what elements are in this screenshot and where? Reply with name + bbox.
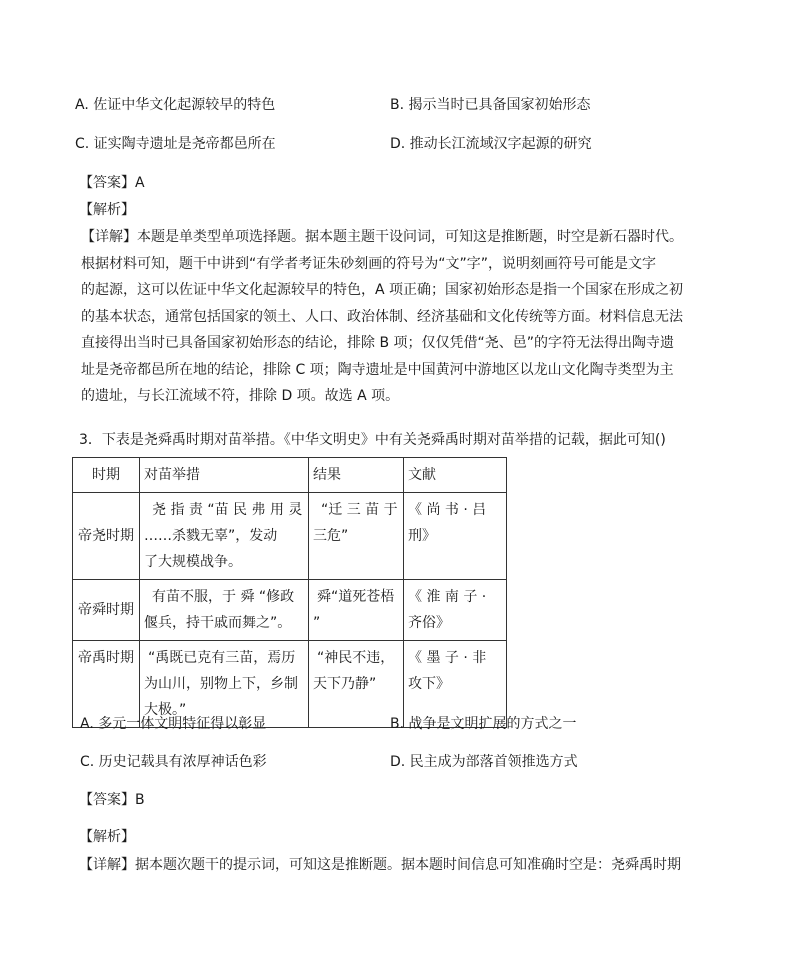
cell-line: 《 淮 南 子 · [408, 589, 487, 605]
measure-cell [140, 580, 309, 641]
period-cell: 帝禹时期 [73, 641, 140, 728]
answer-label: 【答案】 [79, 792, 135, 808]
source-cell [404, 493, 507, 580]
result-cell [309, 493, 404, 580]
measure-cell [140, 493, 309, 580]
cell-line: 天下乃静” [313, 676, 377, 692]
period-cell: 帝舜时期 [73, 580, 140, 641]
q3-option-d: D. 民主成为部落首领推选方式 [390, 754, 578, 770]
header-result: 结果 [309, 458, 404, 493]
detail-line: 址是尧帝都邑所在地的结论，排除 C 项；陶寺遗址是中国黄河中游地区以龙山文化陶寺类型为主 [81, 361, 674, 378]
period-cell: 帝尧时期 [73, 493, 140, 580]
q3-detail-line: 【详解】据本题次题干的提示词，可知这是推断题。据本题时间信息可知准确时空是：尧舜禹时期 [79, 857, 681, 873]
cell-line: “禹既已克有三苗，焉历 [148, 650, 296, 666]
cell-line: 《 墨 子 · 非 [408, 650, 487, 666]
answer-value: A [135, 175, 145, 191]
cell-line: 刑》 [408, 528, 436, 544]
cell-line: 有苗不服，于 舜 “修政 [152, 589, 295, 605]
table-header-row [73, 458, 507, 493]
q3-answer [79, 790, 145, 810]
detail-line: 的遗址，与长江流域不符，排除 D 项。故选 A 项。 [81, 388, 400, 404]
cell-line: 为山川，别物上下，乡制 [144, 676, 298, 692]
q3-option-b: B. 战争是文明扩展的方式之一 [390, 716, 577, 732]
cell-line: 了大规模战争。 [144, 554, 242, 570]
q3-option-a: A. 多元一体文明特征得以彰显 [80, 716, 267, 732]
table-row [73, 493, 507, 580]
answer-value: B [135, 792, 145, 808]
q3-stem: 3．下表是尧舜禹时期对苗举措。《中华文明史》中有关尧舜禹时期对苗举措的记载，据此可知() [79, 432, 666, 448]
q2-option-d: D. 推动长江流域汉字起源的研究 [390, 136, 592, 152]
cell-line: 舜“道死苍梧 [317, 589, 395, 605]
q2-detail-paragraph [81, 224, 713, 410]
result-cell [309, 580, 404, 641]
cell-line: ……杀戮无辜”，发动 [144, 528, 278, 544]
detail-line: 的基本状态，通常包括国家的领土、人口、政治体制、经济基础和文化传统等方面。材料信息无法 [81, 308, 683, 325]
detail-line: 的起源，这可以佐证中华文化起源较早的特色，A 项正确；国家初始形态是指一个国家在形成之初 [81, 282, 684, 298]
cell-line: “神民不违， [317, 650, 395, 666]
q2-option-a: A. 佐证中华文化起源较早的特色 [75, 97, 276, 113]
cell-line: 尧 指 责 “苗 民 弗 用 灵 [152, 502, 303, 518]
source-cell [404, 580, 507, 641]
q2-answer [79, 173, 145, 193]
q2-analysis-label: 【解析】 [79, 202, 135, 218]
q2-option-c: C. 证实陶寺遗址是尧帝都邑所在 [75, 136, 276, 152]
detail-line: 【详解】本题是单类型单项选择题。据本题主题干设问词，可知这是推断题，时空是新石器时代。 [81, 229, 683, 245]
cell-line: 三危” [313, 528, 349, 544]
cell-line: “迁 三 苗 于 [321, 502, 398, 518]
answer-label: 【答案】 [79, 175, 135, 191]
cell-line: 齐俗》 [408, 615, 450, 631]
cell-line: 《 尚 书 · 吕 [408, 502, 487, 518]
q2-option-b: B. 揭示当时已具备国家初始形态 [390, 97, 591, 113]
cell-line: 大极。” [144, 702, 187, 718]
cell-line: ” [313, 615, 321, 631]
q3-analysis-label: 【解析】 [79, 829, 135, 845]
header-measure: 对苗举措 [140, 458, 309, 493]
q3-option-c: C. 历史记载具有浓厚神话色彩 [80, 754, 267, 770]
detail-line: 直接得出当时已具备国家初始形态的结论，排除 B 项；仅仅凭借“尧、邑”的字符无法得出陶寺遗 [81, 335, 675, 351]
q3-table [72, 457, 507, 728]
cell-line: 偃兵，持干戚而舞之”。 [144, 615, 292, 631]
header-period: 时期 [73, 458, 140, 493]
header-source: 文献 [404, 458, 507, 493]
table-row [73, 580, 507, 641]
detail-line: 根据材料可知，题干中讲到“有学者考证朱砂刻画的符号为“文”字”，说明刻画符号可能是文字 [81, 255, 657, 272]
cell-line: 攻下》 [408, 676, 450, 692]
